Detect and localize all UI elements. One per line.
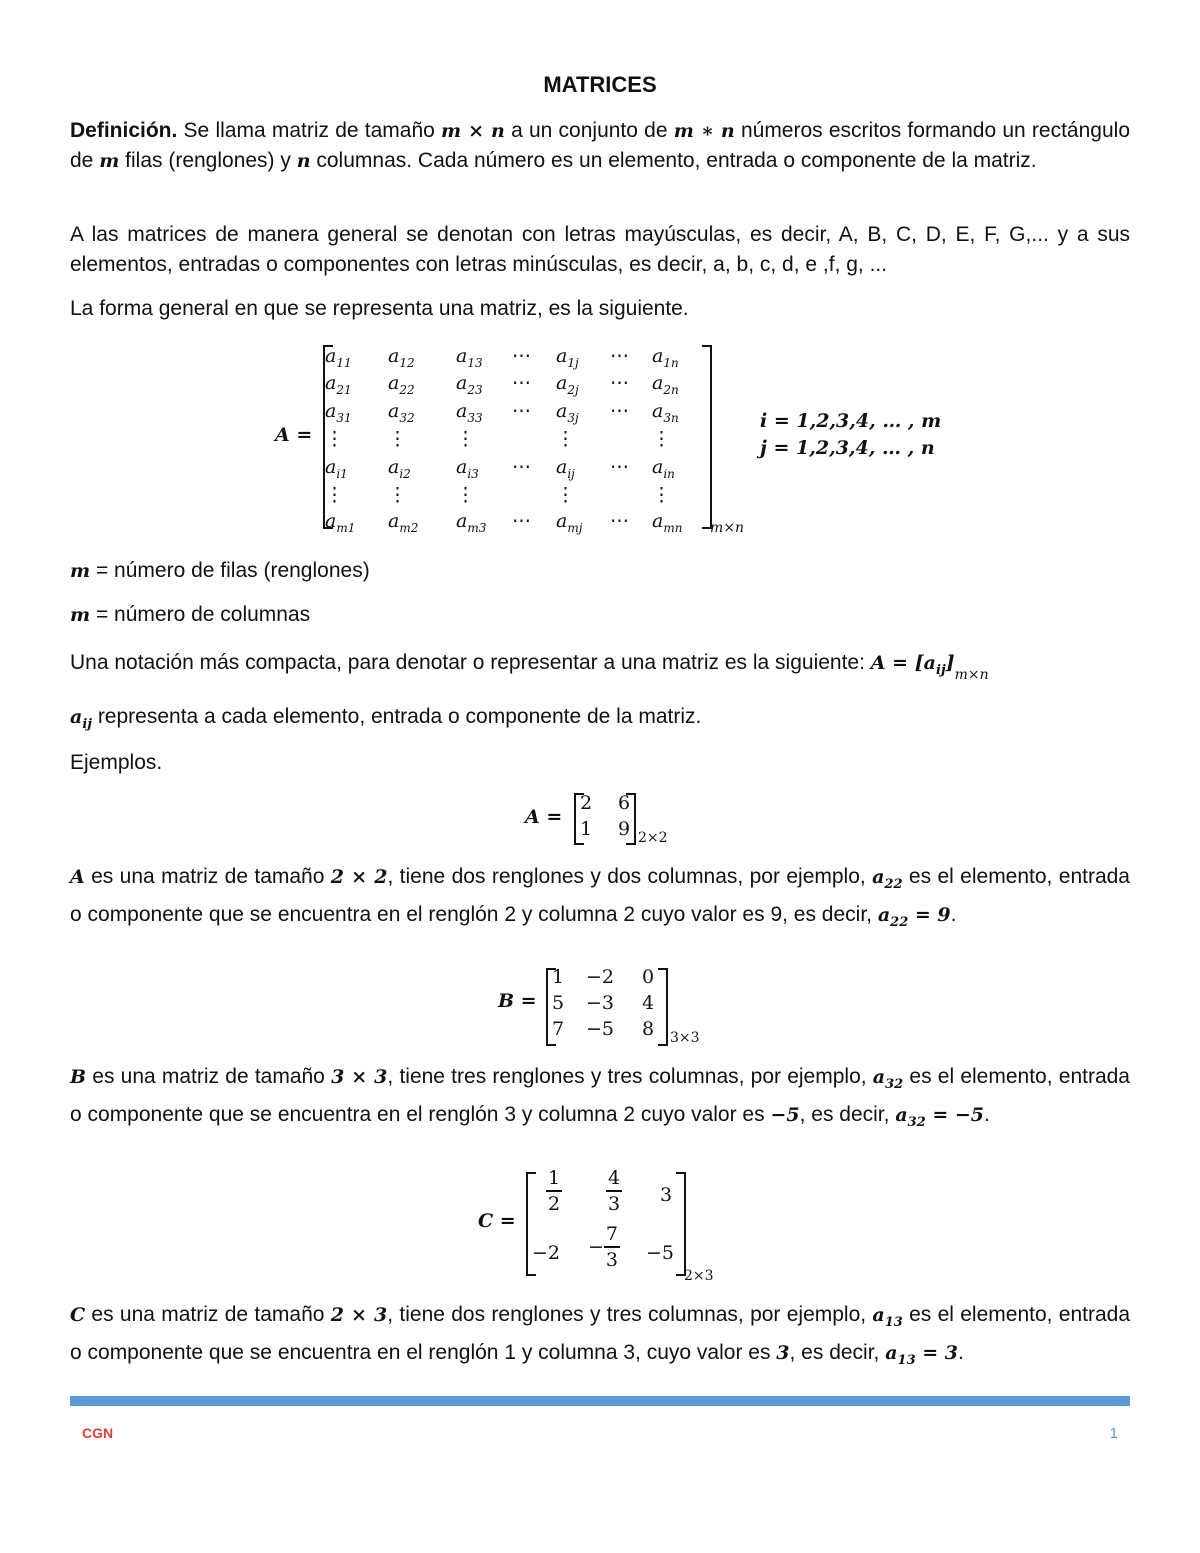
general-matrix-entry: ⋮ [556,484,575,506]
general-matrix-entry: ⋮ [325,484,344,506]
general-matrix-entry: $a_{12}$ [388,345,415,370]
general-matrix-entry: $a_{mj}$ [556,510,583,535]
general-matrix-entry: ⋯ [512,345,531,367]
general-matrix-entry: ⋯ [610,400,629,422]
example-a-description: A es una matriz de tamaño 2 × 2, tiene dos renglones y dos columnas, por ejemplo, $a_{22}$ es el elemento, entrada o componente que se encuentra en el renglón 2 y columna 2 cuyo valor es 9, es decir, $a_{22} = 9$. [70,865,1130,930]
general-matrix-entry: $a_{32}$ [388,400,415,425]
general-matrix-entry: ⋮ [456,428,475,450]
matrix-b-entry: −2 [585,966,615,988]
general-matrix-entry: ⋯ [610,345,629,367]
general-matrix-entry: $a_{31}$ [325,400,352,425]
general-matrix-entry: $a_{i1}$ [325,456,348,481]
definition-paragraph: Definición. Se llama matriz de tamaño m × n a un conjunto de m ∗ n números escritos formando un rectángulo de m filas (renglones) y n columnas. Cada número es un elemento, entrada o componente de la matriz. [70,119,1130,172]
index-i-range: i = 1,2,3,4, … , m [760,410,942,432]
m-cols-line: m = número de columnas [70,603,311,626]
matrix-b-entry: 7 [552,1018,565,1040]
matrix-b-entry: 5 [552,992,565,1014]
general-matrix-entry: $a_{mn}$ [652,510,683,535]
general-matrix-entry: ⋯ [610,456,629,478]
general-matrix-entry: $a_{1n}$ [652,345,679,370]
general-matrix-entry: $a_{11}$ [325,345,352,370]
example-b-description: B es una matriz de tamaño 3 × 3, tiene tres renglones y tres columnas, por ejemplo, $a_{32}$ es el elemento, entrada o componente que se encuentra en el renglón 3 y columna 2 cuyo valor es −5, es decir, $a_{32} = -5$. [70,1065,1130,1130]
general-matrix-entry: ⋯ [610,510,629,532]
aij-line: $a_{ij}$ representa a cada elemento, entrada o componente de la matriz. [70,705,702,732]
general-matrix-entry: $a_{m1}$ [325,510,356,535]
general-matrix-entry: $a_{23}$ [456,372,483,397]
fraction-seven-thirds: $\frac{7}{3}$ [605,1223,619,1271]
general-matrix-entry: $a_{i2}$ [388,456,411,481]
general-matrix-entry: ⋮ [652,428,671,450]
compact-notation-line: Una notación más compacta, para denotar o representar a una matriz es la siguiente: $A = [a_{ij}]_{m\times n}$ [70,651,989,683]
general-matrix-entry: $a_{1j}$ [556,345,579,370]
general-matrix-entry: $a_{2n}$ [652,372,679,397]
general-matrix-entry: $a_{22}$ [388,372,415,397]
general-matrix-entry: $a_{in}$ [652,456,675,481]
general-matrix-entry: ⋯ [512,372,531,394]
footer-author: CGN [82,1425,114,1441]
general-matrix-entry: $a_{3j}$ [556,400,579,425]
m-rows-line: m = número de filas (renglones) [70,559,370,582]
general-matrix-entry: ⋮ [456,484,475,506]
general-matrix-entry: $a_{2j}$ [556,372,579,397]
examples-label: Ejemplos. [70,751,163,774]
general-matrix-entry: $a_{21}$ [325,372,352,397]
general-matrix-entry: ⋯ [512,400,531,422]
fraction-four-thirds: $\frac{4}{3}$ [608,1167,621,1215]
general-matrix-entry: ⋯ [512,456,531,478]
page-number: 1 [1109,1425,1118,1442]
matrix-b-entry: 1 [552,966,565,988]
definition-label: Definición. [70,119,178,142]
footer-rule [70,1396,1130,1406]
matrix-b-entry: 0 [641,966,655,988]
general-matrix-entry: ⋮ [325,428,344,450]
notation-paragraph: A las matrices de manera general se denotan con letras mayúsculas, es decir, A, B, C, D, E, F, G,... y a sus elementos, entradas o componentes con letras minúsculas, es decir, a, b, c, d, e ,f, g, ... [70,223,1130,276]
general-matrix-entry: ⋯ [610,372,629,394]
general-matrix-entry: $a_{i3}$ [456,456,479,481]
matrix-b-entry: 8 [641,1018,655,1040]
page-title: MATRICES [543,72,657,97]
matrix-b-entry: 4 [641,992,655,1014]
general-matrix-entry: $a_{ij}$ [556,456,575,481]
general-matrix-entry: ⋮ [652,484,671,506]
general-matrix-entry: ⋯ [512,510,531,532]
general-matrix-entry: $a_{3n}$ [652,400,679,425]
example-c-description: C es una matriz de tamaño 2 × 3, tiene dos renglones y tres columnas, por ejemplo, $a_{13}$ es el elemento, entrada o componente que se encuentra en el renglón 1 y columna 3, cuyo valor es 3, es decir, $a_{13} = 3$. [70,1303,1130,1368]
general-matrix-entry: ⋮ [388,428,407,450]
matrix-b-entry: −3 [585,992,615,1014]
matrix-b-entry: −5 [585,1018,615,1040]
general-matrix-entry: $a_{33}$ [456,400,483,425]
index-j-range: j = 1,2,3,4, … , n [760,437,935,459]
fraction-one-half: $\frac{1}{2}$ [548,1167,561,1215]
general-matrix-entry: $a_{13}$ [456,345,483,370]
general-form-paragraph: La forma general en que se representa una matriz, es la siguiente. [70,297,689,320]
general-matrix-entry: $a_{m2}$ [388,510,419,535]
general-matrix-entry: $a_{m3}$ [456,510,487,535]
general-matrix-entry: ⋮ [556,428,575,450]
general-matrix-entry: ⋮ [388,484,407,506]
